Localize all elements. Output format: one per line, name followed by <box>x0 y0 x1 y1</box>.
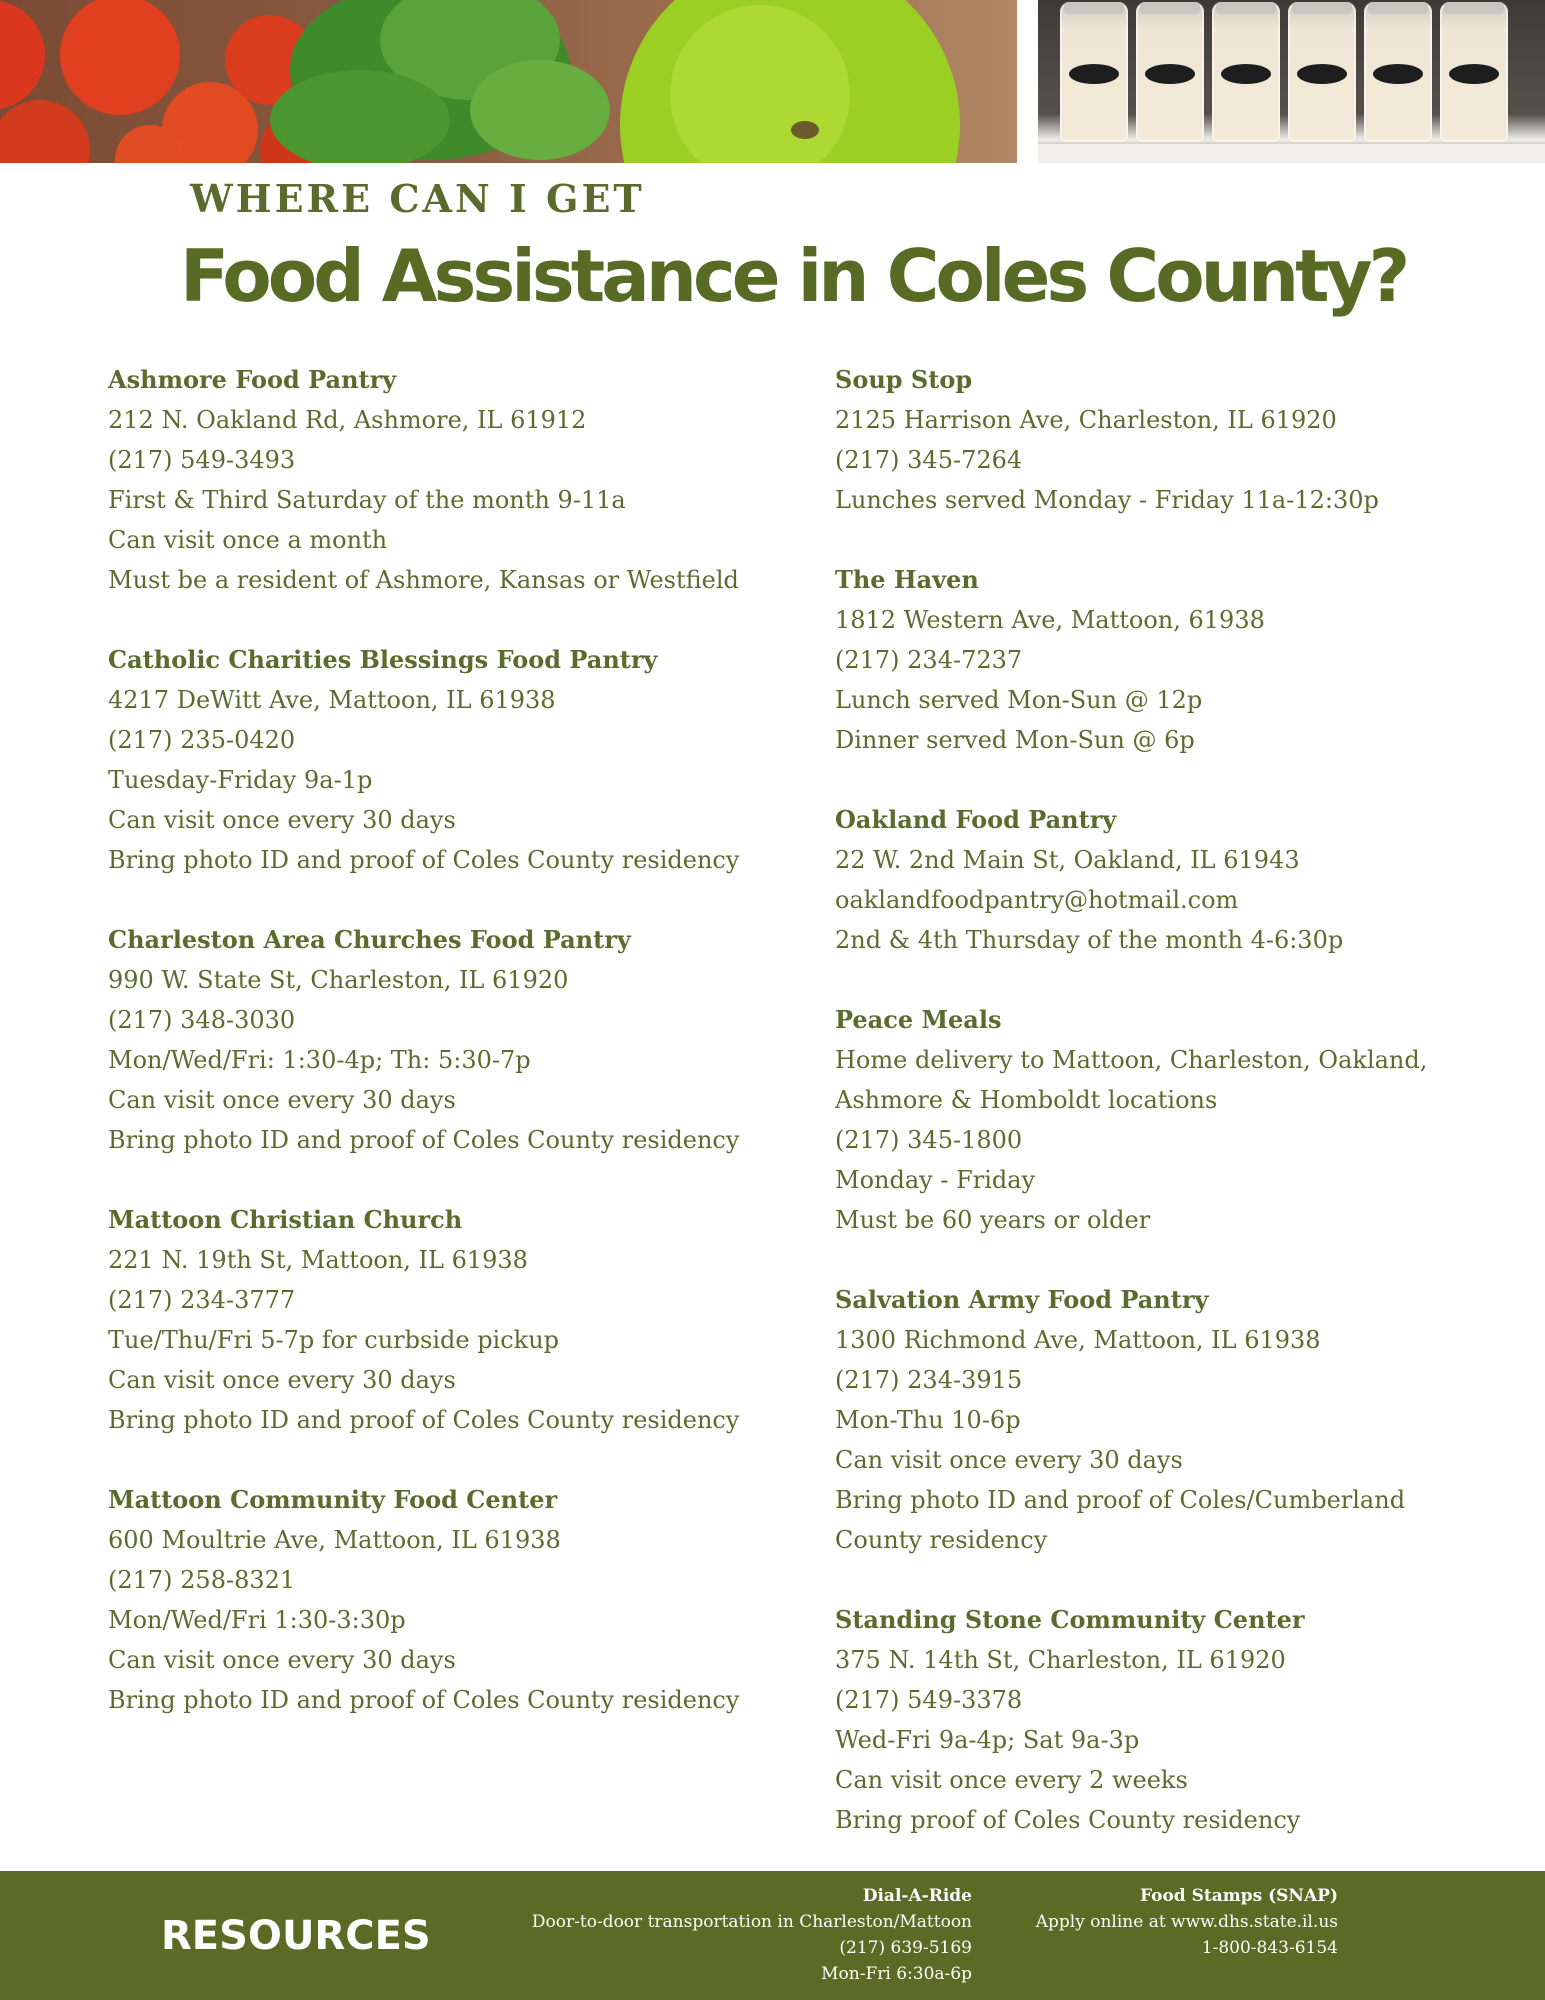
jar-1 <box>1060 2 1128 142</box>
entry-catholic-charities <box>108 640 808 880</box>
entry-hours: Monday - Friday <box>835 1166 1036 1194</box>
resource-dial-a-ride <box>532 1883 972 1987</box>
entry-requirement: Bring photo ID and proof of Coles County residency <box>108 846 740 874</box>
entry-address: 990 W. State St, Charleston, IL 61920 <box>108 966 569 994</box>
entry-name: Charleston Area Churches Food Pantry <box>108 925 631 954</box>
entry-phone: (217) 235-0420 <box>108 726 296 754</box>
entry-hours: Wed-Fri 9a-4p; Sat 9a-3p <box>835 1726 1140 1754</box>
resource-description: Door-to-door transportation in Charleston/Mattoon <box>531 1912 972 1932</box>
resource-name: Dial-A-Ride <box>862 1886 972 1906</box>
entry-requirement: County residency <box>835 1526 1048 1554</box>
resources-title: RESOURCES <box>161 1913 431 1959</box>
entry-hours: Lunch served Mon-Sun @ 12p <box>835 686 1203 714</box>
entry-oakland-food-pantry <box>835 800 1535 960</box>
entry-requirement: Bring photo ID and proof of Coles County residency <box>108 1406 740 1434</box>
entry-frequency: Can visit once a month <box>108 526 388 554</box>
entry-name: Ashmore Food Pantry <box>108 365 397 394</box>
resource-food-stamps <box>1036 1883 1338 1961</box>
resource-hours: Mon-Fri 6:30a-6p <box>821 1964 972 1984</box>
entry-name: Soup Stop <box>835 365 973 394</box>
entry-phone: (217) 234-3777 <box>108 1286 296 1314</box>
resource-description: Apply online at www.dhs.state.il.us <box>1035 1912 1338 1932</box>
entry-phone: (217) 234-3915 <box>835 1366 1023 1394</box>
entry-description: Home delivery to Mattoon, Charleston, Oakland, <box>835 1046 1428 1074</box>
jar-5 <box>1364 2 1432 142</box>
entry-the-haven <box>835 560 1535 760</box>
entry-frequency: Can visit once every 30 days <box>108 1646 456 1674</box>
entry-hours: Mon/Wed/Fri: 1:30-4p; Th: 5:30-7p <box>108 1046 531 1074</box>
entry-hours: Dinner served Mon-Sun @ 6p <box>835 726 1195 754</box>
entry-requirement: Must be a resident of Ashmore, Kansas or Westfield <box>108 566 739 594</box>
entry-name: The Haven <box>835 565 979 594</box>
entry-salvation-army <box>835 1280 1535 1560</box>
entry-description: Ashmore & Homboldt locations <box>835 1086 1218 1114</box>
page-title: Food Assistance in Coles County? <box>180 234 1407 318</box>
entry-address: 4217 DeWitt Ave, Mattoon, IL 61938 <box>108 686 556 714</box>
entry-hours: Mon/Wed/Fri 1:30-3:30p <box>108 1606 406 1634</box>
entry-address: 600 Moultrie Ave, Mattoon, IL 61938 <box>108 1526 561 1554</box>
entry-hours: 2nd & 4th Thursday of the month 4-6:30p <box>835 926 1344 954</box>
entry-phone: (217) 549-3378 <box>835 1686 1023 1714</box>
entry-hours: Lunches served Monday - Friday 11a-12:30p <box>835 486 1379 514</box>
entry-phone: (217) 258-8321 <box>108 1566 296 1594</box>
entry-address: 375 N. 14th St, Charleston, IL 61920 <box>835 1646 1286 1674</box>
entry-requirement: Must be 60 years or older <box>835 1206 1151 1234</box>
entry-mattoon-christian-church <box>108 1200 808 1440</box>
entry-frequency: Can visit once every 30 days <box>108 1086 456 1114</box>
entry-name: Oakland Food Pantry <box>835 805 1117 834</box>
entry-address: 221 N. 19th St, Mattoon, IL 61938 <box>108 1246 528 1274</box>
entry-standing-stone <box>835 1600 1535 1840</box>
header-photo-produce <box>0 0 1017 163</box>
entry-frequency: Can visit once every 2 weeks <box>835 1766 1188 1794</box>
left-column <box>108 360 808 1760</box>
jar-6 <box>1440 2 1508 142</box>
entry-address: 22 W. 2nd Main St, Oakland, IL 61943 <box>835 846 1300 874</box>
entry-name: Mattoon Community Food Center <box>108 1485 558 1514</box>
entry-hours: Tuesday-Friday 9a-1p <box>108 766 373 794</box>
entry-phone: (217) 234-7237 <box>835 646 1023 674</box>
entry-phone: (217) 348-3030 <box>108 1006 296 1034</box>
entry-address: 212 N. Oakland Rd, Ashmore, IL 61912 <box>108 406 587 434</box>
jar-2 <box>1136 2 1204 142</box>
entry-phone: (217) 345-1800 <box>835 1126 1023 1154</box>
entry-frequency: Can visit once every 30 days <box>108 806 456 834</box>
entry-requirement: Bring proof of Coles County residency <box>835 1806 1301 1834</box>
resources-footer <box>0 1871 1545 2000</box>
entry-name: Mattoon Christian Church <box>108 1205 463 1234</box>
entry-hours: Mon-Thu 10-6p <box>835 1406 1021 1434</box>
entry-name: Standing Stone Community Center <box>835 1605 1305 1634</box>
entry-phone: (217) 345-7264 <box>835 446 1023 474</box>
entry-charleston-area-churches <box>108 920 808 1160</box>
produce-illustration <box>0 0 1017 163</box>
entry-hours: Tue/Thu/Fri 5-7p for curbside pickup <box>108 1326 560 1354</box>
entry-name: Peace Meals <box>835 1005 1002 1034</box>
entry-address: 1812 Western Ave, Mattoon, 61938 <box>835 606 1265 634</box>
entry-hours: First & Third Saturday of the month 9-11a <box>108 486 626 514</box>
entry-frequency: Can visit once every 30 days <box>108 1366 456 1394</box>
entry-soup-stop <box>835 360 1535 520</box>
entry-requirement: Bring photo ID and proof of Coles/Cumberland <box>835 1486 1406 1514</box>
entry-address: 1300 Richmond Ave, Mattoon, IL 61938 <box>835 1326 1321 1354</box>
entry-address: 2125 Harrison Ave, Charleston, IL 61920 <box>835 406 1337 434</box>
entry-name: Salvation Army Food Pantry <box>835 1285 1209 1314</box>
entry-requirement: Bring photo ID and proof of Coles County residency <box>108 1126 740 1154</box>
jar-3 <box>1212 2 1280 142</box>
resource-name: Food Stamps (SNAP) <box>1139 1886 1338 1906</box>
entry-email: oaklandfoodpantry@hotmail.com <box>835 886 1239 914</box>
header-photo-jars <box>1038 0 1545 163</box>
resource-phone: (217) 639-5169 <box>839 1938 972 1958</box>
entry-phone: (217) 549-3493 <box>108 446 296 474</box>
jar-4 <box>1288 2 1356 142</box>
entry-mattoon-community-food-center <box>108 1480 808 1720</box>
entry-frequency: Can visit once every 30 days <box>835 1446 1183 1474</box>
page-kicker: WHERE CAN I GET <box>190 176 645 221</box>
shelf <box>1038 142 1545 163</box>
entry-peace-meals <box>835 1000 1535 1240</box>
resource-phone: 1-800-843-6154 <box>1201 1938 1338 1958</box>
entry-requirement: Bring photo ID and proof of Coles County residency <box>108 1686 740 1714</box>
right-column <box>835 360 1535 1880</box>
entry-name: Catholic Charities Blessings Food Pantry <box>108 645 658 674</box>
entry-ashmore-food-pantry <box>108 360 808 600</box>
